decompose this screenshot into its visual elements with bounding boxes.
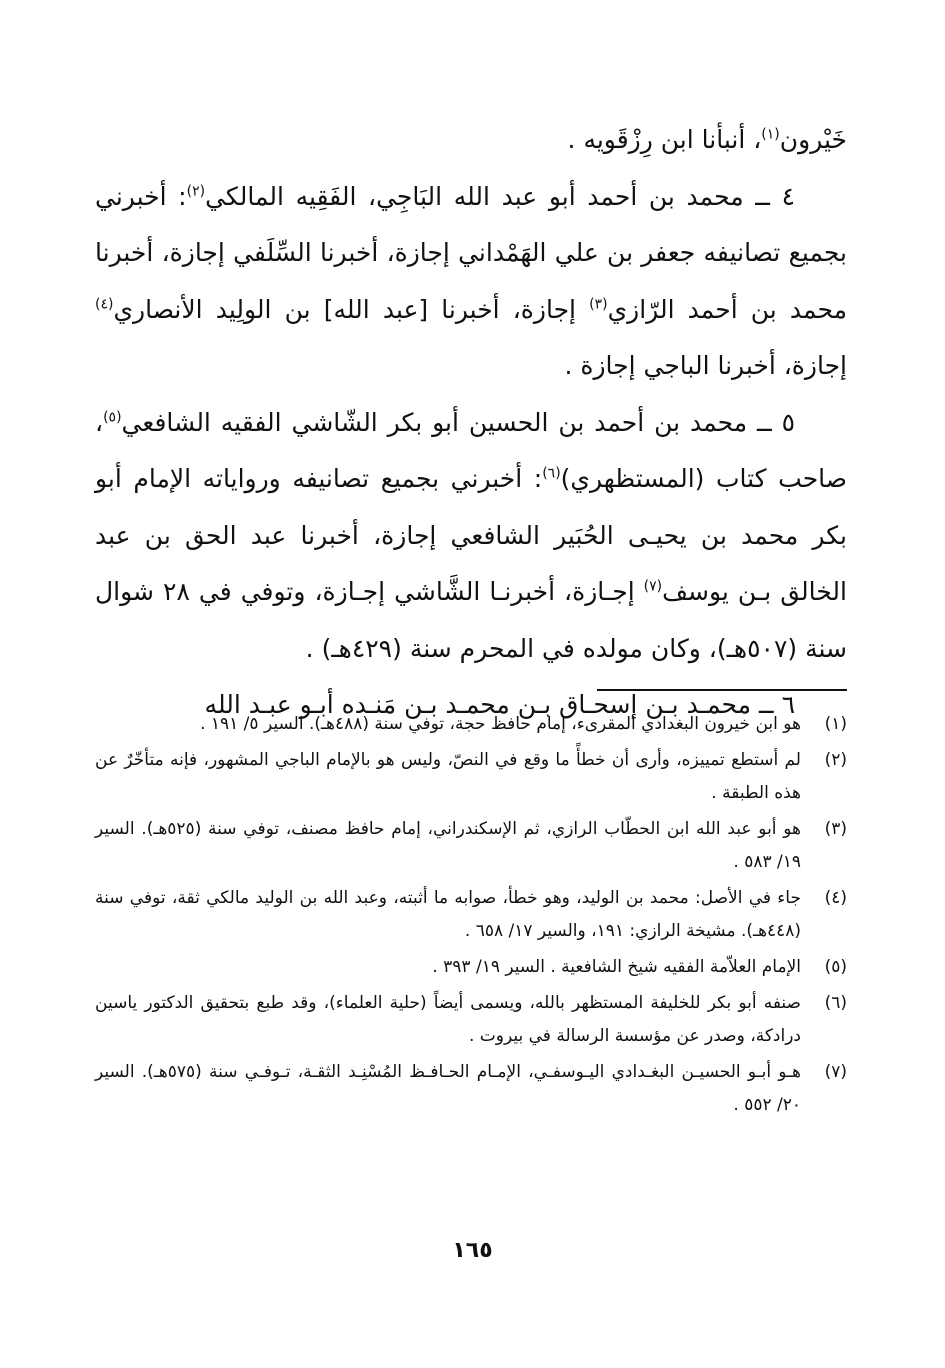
entry-5 <box>95 395 847 678</box>
footnote-6 <box>95 987 847 1053</box>
footnote-number: (١) <box>824 714 847 734</box>
footnote-ref-4: (٤) <box>95 296 114 313</box>
footnote-4 <box>95 882 847 948</box>
footnote-ref-6: (٦) <box>542 465 561 482</box>
footnote-text: صنفه أبو بكر للخليفة المستظهر بالله، ويسمى أيضاً (حلية العلماء)، وقد طبع بتحقيق الدكتور ياسين درادكة، وصدر عن مؤسسة الرسالة في بيروت . <box>95 993 801 1046</box>
footnote-ref-7: (٧) <box>643 578 663 595</box>
footnote-ref-1: (١) <box>761 126 780 143</box>
footnote-ref-5: (٥) <box>103 409 122 426</box>
footnote-number: (٧) <box>824 1062 847 1082</box>
entry-5-heading: ٥ ــ محمد بن أحمد بن الحسين أبو بكر الشّاشي الفقيه الشافعي <box>121 407 795 437</box>
paragraph-continuation <box>95 112 847 169</box>
footnote-text: الإمام العلاّمة الفقيه شيخ الشافعية . السير ١٩/ ٣٩٣ . <box>432 957 801 977</box>
continuation-text: ، أنبأنا ابن رِزْقَويه . <box>567 125 762 154</box>
footnote-text: جاء في الأصل: محمد بن الوليد، وهو خطأ، صوابه ما أثبته، وعبد الله بن الوليد مالكي ثقة، توفي سنة (٤٤٨هـ). مشيخة الرازي: ١٩١، والسير ١٧/ ٦٥٨ . <box>95 888 801 941</box>
footnote-text: هـو أبـو الحسيـن البغـدادي اليـوسفـي، الإمـام الحـافـظ المُسْنِـد الثقـة، تـوفـي سنة (٥٧٥هـ). السير ٢٠/ ٥٥٢ . <box>95 1062 801 1115</box>
footnote-3 <box>95 813 847 879</box>
footnote-number: (٦) <box>824 993 847 1013</box>
entry-4-text-3: إجازة، أخبرنا الباجي إجازة . <box>564 351 847 380</box>
continuation-name: خَيْرون <box>779 125 847 154</box>
entry-4-heading: ٤ ــ محمد بن أحمد أبو عبد الله البَاجِي، الفَقِيه المالكي <box>205 181 795 211</box>
footnote-ref-3: (٣) <box>589 296 608 313</box>
footnote-1 <box>95 708 847 741</box>
page-number: ١٦٥ <box>452 1238 493 1263</box>
footnote-number: (٢) <box>824 750 847 770</box>
footnote-text: لم أستطع تمييزه، وأرى أن خطأً ما وقع في النصّ، وليس هو بالإمام الباجي المشهور، فإنه متأخّرٌ عن هذه الطبقة . <box>95 750 801 803</box>
entry-6-heading: ٦ ــ محمـد بـن إسحـاق بـن محمـد بـن مَنـده أبـو عبـد الله <box>204 690 795 719</box>
entry-4-text-2: إجازة، أخبرنا [عبد الله] بن الولِيد الأنصاري <box>113 294 590 324</box>
footnotes <box>95 708 847 1125</box>
footnote-7 <box>95 1056 847 1122</box>
footnote-divider <box>597 689 847 691</box>
footnote-2 <box>95 744 847 810</box>
main-text <box>95 112 847 734</box>
entry-4-text-1: : أخبرني بجميع تصانيفه جعفر بن علي الهَمْداني إجازة، أخبرنا السِّلَفي إجازة، أخبرنا محمد بن أحمد الرّازي <box>95 181 847 324</box>
entry-5-text-2: : أخبرني بجميع تصانيفه ورواياته الإمام أبو بكر محمد بن يحيـى الحُبَير الشافعي إجازة، أخبرنا عبد الحق بن عبد الخالق بـن يوسف <box>95 464 847 606</box>
footnote-text: هو أبو عبد الله ابن الحطّاب الرازي، ثم الإسكندراني، إمام حافظ مصنف، توفي سنة (٥٢٥هـ). السير ١٩/ ٥٨٣ . <box>95 819 802 872</box>
footnote-number: (٣) <box>824 819 847 839</box>
entry-5-text-1: ، صاحب كتاب (المستظهري) <box>95 407 847 493</box>
entry-4 <box>95 169 847 395</box>
footnote-number: (٥) <box>824 957 847 977</box>
footnote-5 <box>95 951 847 984</box>
footnote-text: هو ابن خيرون البغدادي المقرىء، إمام حافظ حجة، توفي سنة (٤٨٨هـ). السير ٥/ ١٩١ . <box>200 714 801 734</box>
footnote-number: (٤) <box>824 888 847 908</box>
entry-5-text-3: إجـازة، أخبرنـا الشَّاشي إجـازة، وتوفي في ٢٨ شوال سنة (٥٠٧هـ)، وكان مولده في المحرم سنة (٤٢٩هـ) . <box>95 577 847 663</box>
footnote-ref-2: (٢) <box>186 183 206 200</box>
